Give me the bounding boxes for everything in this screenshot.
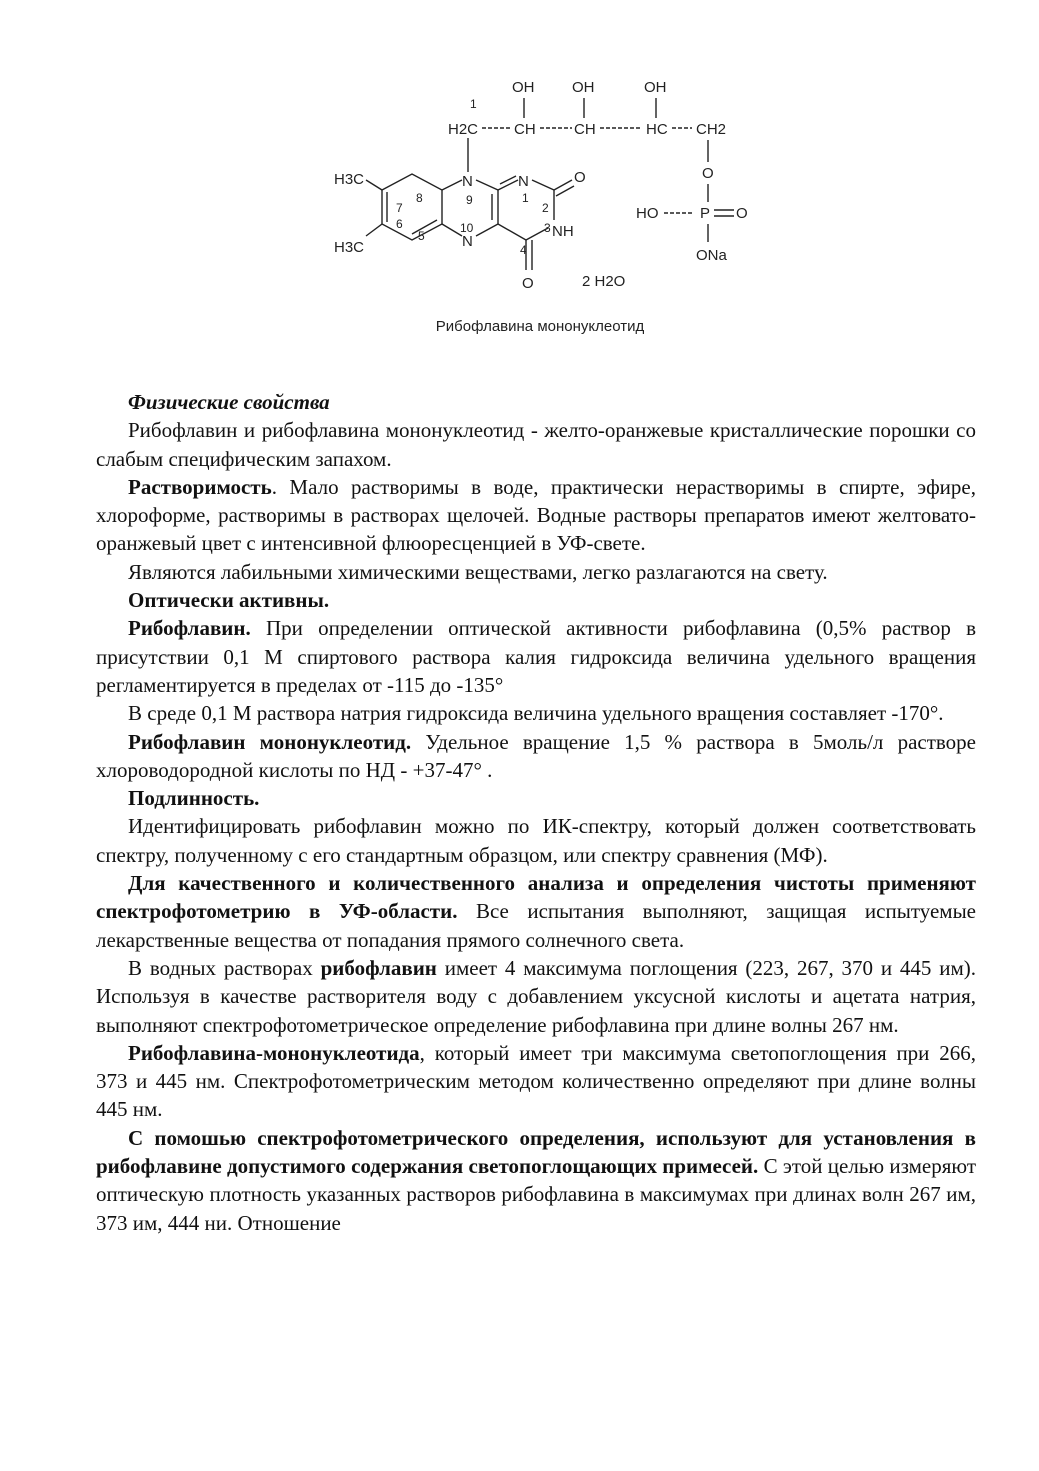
- paragraph-1: Рибофлавин и рибофлавина мононуклеотид - желто-оранжевые кристаллические порошки со слабым специфическим запахом.: [96, 418, 976, 471]
- paragraph-7: Рибофлавин мононуклеотид. Удельное вращение 1,5 % раствора в 5моль/л растворе хлороводородной кислоты по НД - +37-47° .: [96, 729, 976, 782]
- ch2-end-label: CH2: [696, 121, 727, 138]
- position-1-label: 1: [470, 97, 477, 111]
- ring-number-5: 5: [418, 229, 425, 243]
- n9-label: N: [462, 173, 473, 190]
- oh-label-3: OH: [644, 79, 667, 96]
- o4-label: O: [522, 275, 534, 292]
- document-body: [96, 388, 976, 1237]
- paragraph-12: Рибофлавина-мононуклеотида, который имеет три максимума светопоглощения при 266, 373 и 445 нм. Спектрофотометрическим методом количественно определяют при длине волны 445 нм.: [96, 1040, 976, 1122]
- o-double-label: O: [736, 205, 748, 222]
- ring-number-2: 2: [542, 201, 549, 215]
- ona-label: ONa: [696, 247, 727, 264]
- figure-caption: Рибофлавина мононуклеотид: [435, 318, 645, 335]
- ring-number-8: 8: [416, 191, 423, 205]
- paragraph-4: Оптически активны.: [128, 588, 330, 613]
- oh-label-1: OH: [512, 79, 535, 96]
- paragraph-6: В среде 0,1 М раствора натрия гидроксида величина удельного вращения составляет -170°.: [128, 701, 944, 726]
- heading-physical: Физические свойства: [128, 390, 330, 414]
- ring-number-10: 10: [460, 221, 474, 235]
- paragraph-9: Идентифицировать рибофлавин можно по ИК-спектру, который должен соответствовать спектру, полученному с его стандартным образцом, или спектру сравнения (МФ).: [96, 814, 976, 867]
- ho-label: HO: [636, 205, 659, 222]
- ring-number-7: 7: [396, 201, 403, 215]
- ring-number-6: 6: [396, 217, 403, 231]
- hc-label: HC: [646, 121, 668, 138]
- ring-number-4: 4: [520, 243, 527, 257]
- paragraph-2: Растворимость. Мало растворимы в воде, практически нерастворимы в спирте, эфире, хлороформе, растворимы в растворах щелочей. Водные растворы препаратов имеют желтовато-оранжевый цвет с интенсивной флюоресценцией в УФ-свете.: [96, 474, 976, 556]
- h3c-bottom-label: H3C: [334, 239, 365, 256]
- paragraph-10: Для качественного и количественного анализа и определения чистоты применяют спектрофотометрию в УФ-области. Все испытания выполняют, защищая испытуемые лекарственные вещества от попадания прямого солнечного света.: [96, 871, 976, 952]
- h3c-top-label: H3C: [334, 171, 365, 188]
- n10-label: N: [462, 233, 473, 250]
- ring-number-3: 3: [544, 221, 551, 235]
- riboflavin-mononucleotide-structure: [320, 62, 760, 352]
- structure-figure: [320, 62, 760, 352]
- p-label: P: [700, 205, 711, 222]
- paragraph-5: Рибофлавин. При определении оптической активности рибофлавина (0,5% раствор в присутствии 0,1 М спиртового раствора калия гидроксида величина удельного вращения регламентируется в пределах от -115 до -135°: [96, 616, 976, 697]
- o-link-label: O: [702, 165, 714, 182]
- h2c-label: H2C: [448, 121, 479, 138]
- ch-label-2: CH: [574, 121, 596, 138]
- nh-label: NH: [552, 223, 574, 240]
- o2-label: O: [574, 169, 586, 186]
- paragraph-11: В водных растворах рибофлавин имеет 4 максимума поглощения (223, 267, 370 и 445 им). Используя в качестве растворителя воду с добавлением уксусной кислоты и ацетата натрия, выполняют спектрофотометрическое определение рибофлавина при длине волны 267 нм.: [96, 955, 976, 1037]
- water-label: 2 H2O: [582, 273, 626, 290]
- oh-label-2: OH: [572, 79, 595, 96]
- paragraph-8: Подлинность.: [128, 786, 260, 811]
- n1-label: N: [518, 173, 529, 190]
- paragraph-13: С помошью спектрофотометрического определения, используют для установления в рибофлавине допустимого содержания светопоглощающих примесей. С этой целью измеряют оптическую плотность указанных растворов рибофлавина в максимумах при длинах волн 267 им, 373 им, 444 ни. Отношение: [96, 1125, 976, 1235]
- paragraph-3: Являются лабильными химическими веществами, легко разлагаются на свету.: [128, 559, 828, 584]
- ring-number-9: 9: [466, 193, 473, 207]
- ch-label-1: CH: [514, 121, 536, 138]
- ring-number-1: 1: [522, 191, 529, 205]
